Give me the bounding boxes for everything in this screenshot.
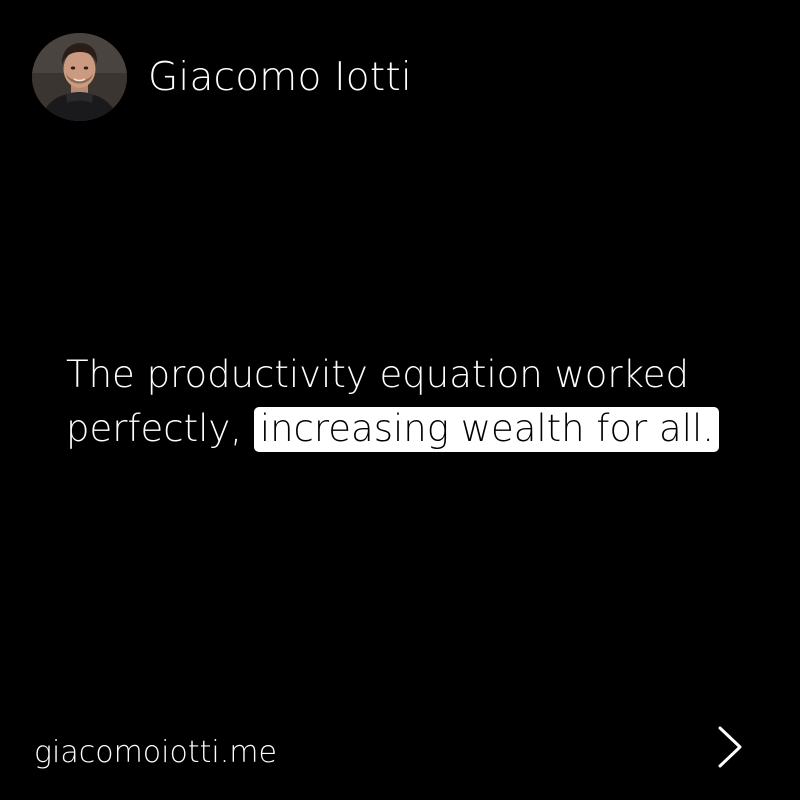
avatar <box>32 33 127 121</box>
quote-text <box>66 348 726 456</box>
quote-main: The productivity equation worked perfectly, <box>66 353 689 450</box>
quote-highlight: increasing wealth for all. <box>254 407 719 452</box>
chevron-right-icon[interactable] <box>712 724 748 770</box>
website-link[interactable]: giacomoiotti.me <box>34 735 277 770</box>
author-name: Giacomo Iotti <box>148 54 412 100</box>
author-header <box>32 33 412 121</box>
